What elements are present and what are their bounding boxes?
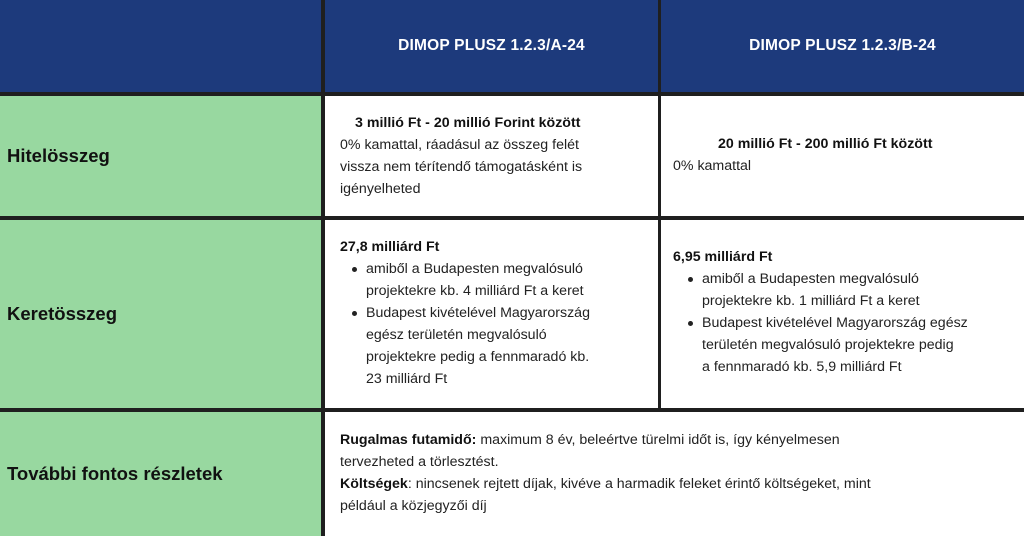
detail-futamido: Rugalmas futamidő: maximum 8 év, beleértve türelmi időt is, így kényelmesen	[340, 432, 840, 448]
header-col-a	[325, 0, 658, 92]
list-item: Budapest kivételével Magyarország egész területén megvalósuló projektekre pedig a fennmaradó kb. 5,9 milliárd Ft	[702, 312, 1024, 378]
list-item: amiből a Budapesten megvalósuló projektekre kb. 1 milliárd Ft a keret	[702, 268, 1024, 312]
header-col-b	[661, 0, 1024, 92]
row-label-keretosszeg: Keretösszeg	[0, 220, 321, 408]
detail-futamido-cont: tervezheted a törlesztést.	[340, 454, 499, 470]
cell-hitelosszeg-a	[325, 96, 658, 216]
description-line: 0% kamattal, ráadásul az összeg felét	[340, 137, 579, 153]
description-line: vissza nem térítendő támogatásként is	[340, 159, 583, 175]
cell-keretosszeg-a	[325, 220, 658, 408]
header-corner-cell	[0, 0, 321, 92]
bullet-list	[673, 268, 1024, 378]
description-line: 0% kamattal	[673, 158, 752, 174]
list-item: amiből a Budapesten megvalósuló projektekre kb. 4 milliárd Ft a keret	[366, 258, 658, 302]
description-line: igényelheted	[340, 181, 421, 197]
row-label-hitelosszeg: Hitelösszeg	[0, 96, 321, 216]
amount-range: 20 millió Ft - 200 millió Ft között	[718, 136, 933, 152]
bullet-list	[340, 258, 658, 390]
total-amount: 6,95 milliárd Ft	[673, 249, 773, 265]
detail-koltsegek: Költségek: nincsenek rejtett díjak, kivéve a harmadik feleket érintő költségeket, mint	[340, 476, 871, 492]
header-col-b-text: DIMOP PLUSZ 1.2.3/B-24	[749, 37, 936, 54]
detail-koltsegek-cont: például a közjegyzői díj	[340, 498, 487, 514]
amount-range: 3 millió Ft - 20 millió Forint között	[355, 115, 581, 131]
total-amount: 27,8 milliárd Ft	[340, 239, 440, 255]
cell-hitelosszeg-b	[661, 96, 1024, 216]
cell-details	[325, 412, 1024, 536]
list-item: Budapest kivételével Magyarország egész területén megvalósuló projektekre pedig a fennmaradó kb. 23 milliárd Ft	[366, 302, 658, 390]
row-label-tovabbi-reszletek: További fontos részletek	[0, 412, 321, 536]
cell-keretosszeg-b	[661, 220, 1024, 408]
header-col-a-text: DIMOP PLUSZ 1.2.3/A-24	[398, 37, 585, 54]
